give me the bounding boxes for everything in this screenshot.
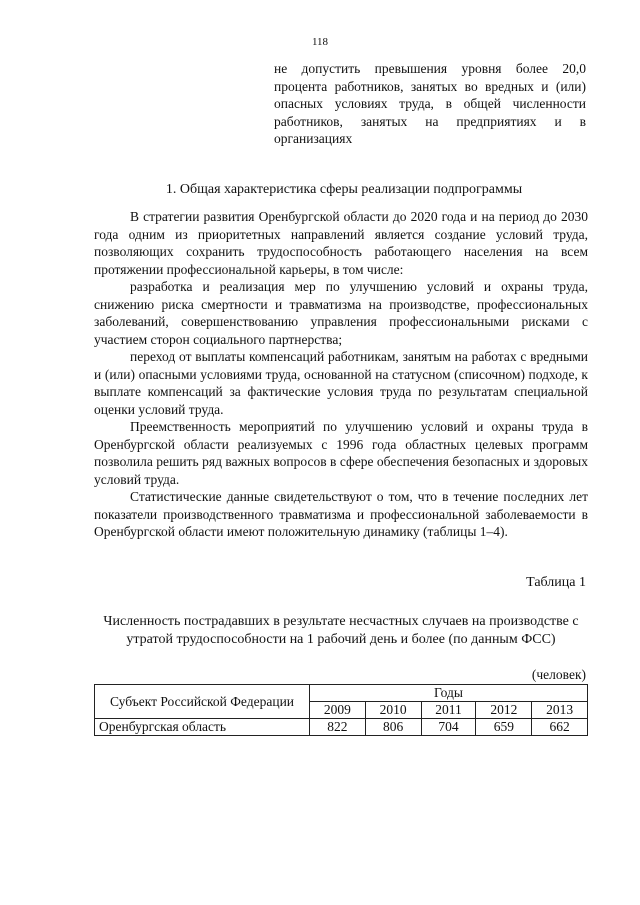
section-title: 1. Общая характеристика сферы реализации подпрограммы [165, 182, 523, 197]
table-label: Таблица 1 [526, 575, 586, 590]
value-cell: 822 [310, 719, 366, 736]
header-subject: Субъект Российской Федерации [95, 685, 310, 719]
paragraph: переход от выплаты компенсаций работникам, занятым на работах с вредными и (или) опасными условиями труда, основанной на статусном (списочном) подходе, к выплате компенсаций за фактические условия труда по результатам специальной оценки условий труда. [94, 349, 588, 417]
value-cell: 806 [365, 719, 421, 736]
page-number: 118 [311, 36, 329, 48]
paragraph: В стратегии развития Оренбургской области до 2020 года и на период до 2030 года одним из приоритетных направлений является создание условий труда, позволяющих сохранить трудоспособность работающего населения на всем протяжении профессиональной карьеры, в том числе: [94, 209, 588, 277]
paragraph: Преемственность мероприятий по улучшению условий и охраны труда в Оренбургской области реализуемых с 1996 года областных целевых программ позволила решить ряд важных вопросов в сфере обеспечения безопасных и здоровых условий труда. [94, 419, 588, 487]
table-header-row [95, 685, 588, 702]
table-row [95, 719, 588, 736]
section-body [94, 208, 588, 541]
year-cell: 2011 [421, 702, 476, 719]
value-cell: 662 [532, 719, 588, 736]
value-cell: 659 [476, 719, 532, 736]
table-unit: (человек) [531, 667, 586, 682]
paragraph: разработка и реализация мер по улучшению условий и охраны труда, снижению риска смертности и травматизма на производстве, профессиональных заболеваний, совершенствованию управления профессиональными рисками с участием сторон социального партнерства; [94, 279, 588, 347]
year-cell: 2012 [476, 702, 532, 719]
year-cell: 2009 [310, 702, 366, 719]
header-years: Годы [310, 685, 588, 702]
paragraph: Статистические данные свидетельствуют о том, что в течение последних лет показатели производственного травматизма и профессиональной заболеваемости в Оренбургской области имеют положительную динамику (таблицы 1–4). [94, 489, 588, 539]
region-cell: Оренбургская область [95, 719, 310, 736]
victims-table [94, 684, 588, 736]
value-cell: 704 [421, 719, 476, 736]
year-cell: 2013 [532, 702, 588, 719]
year-cell: 2010 [365, 702, 421, 719]
table-caption: Численность пострадавших в результате несчастных случаев на производстве с утратой трудоспособности на 1 рабочий день и более (по данным ФСС) [103, 614, 579, 647]
subprogram-target-text: не допустить превышения уровня более 20,0 процента работников, занятых во вредных и (или) опасных условиях труда, в общей численности работников, занятых на предприятиях и в организациях [274, 61, 586, 147]
